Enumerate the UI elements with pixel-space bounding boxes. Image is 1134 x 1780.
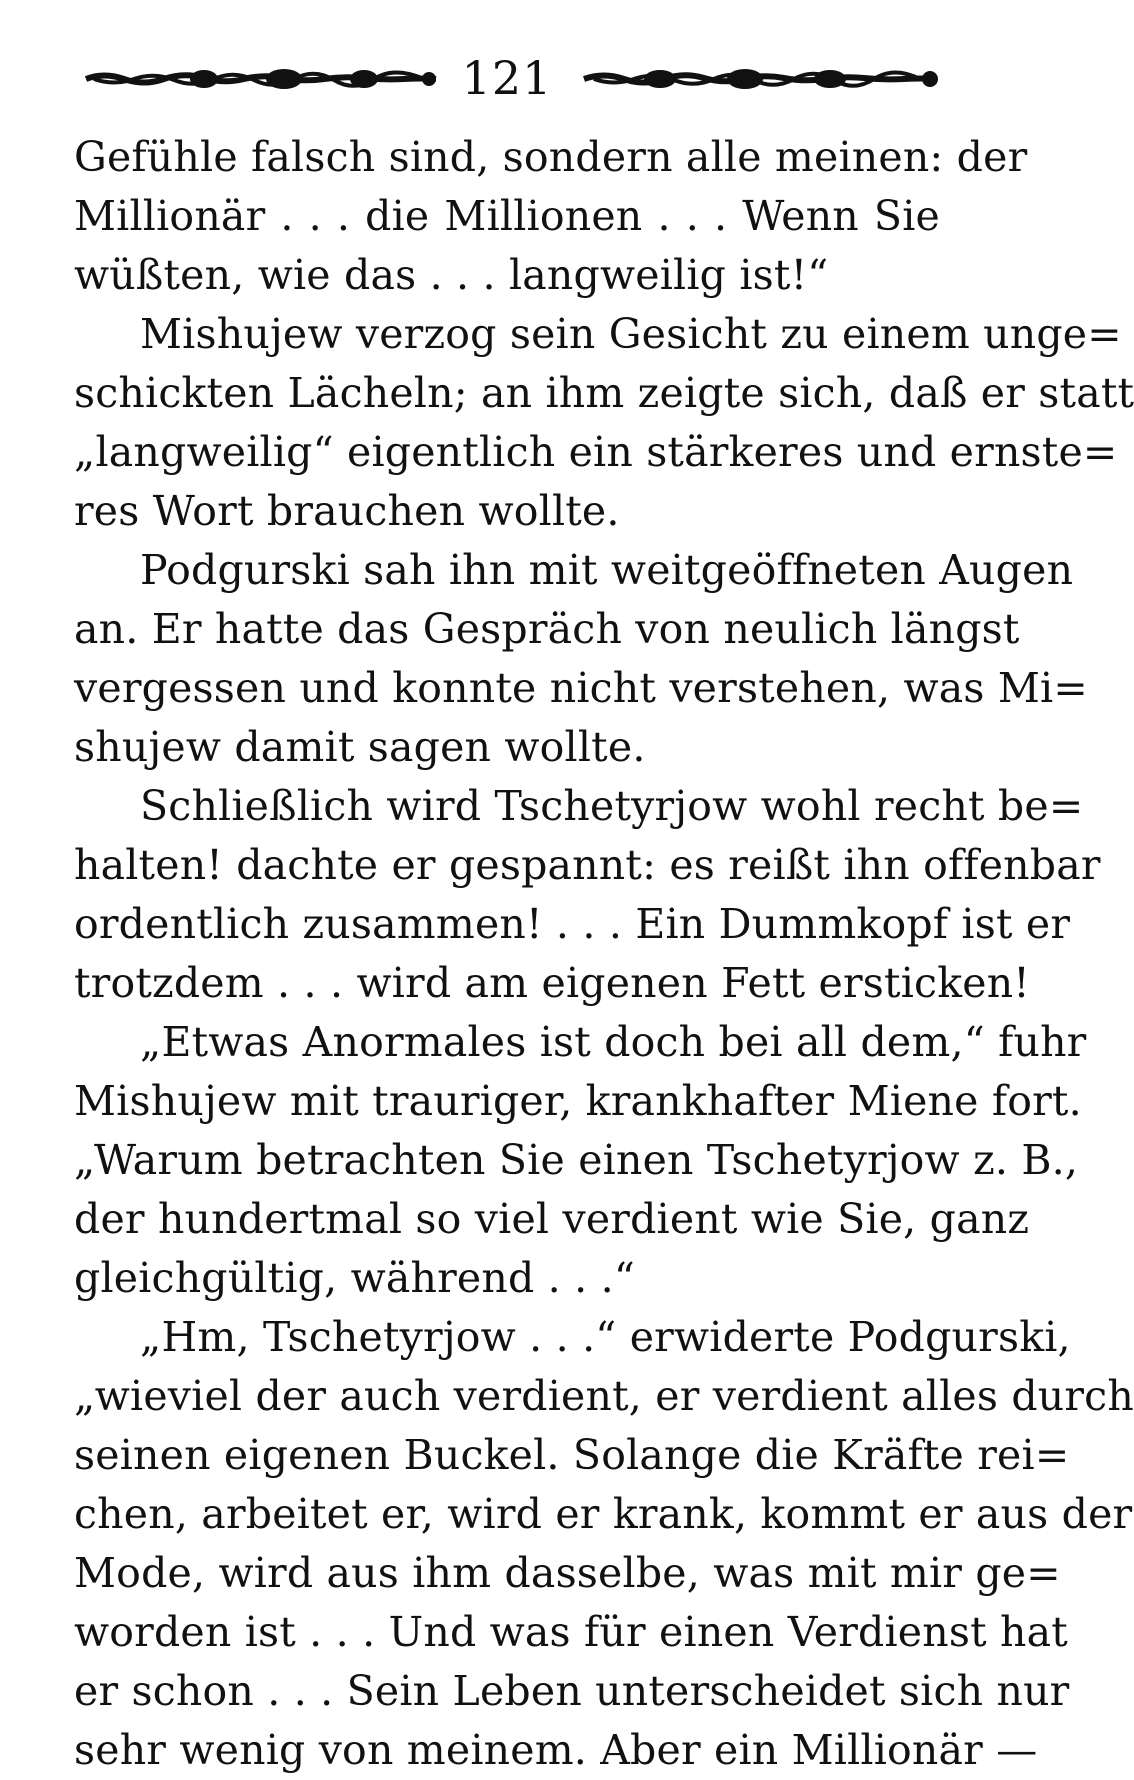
text-line: „Warum betrachten Sie einen Tschetyrjow z. B., — [74, 1136, 1079, 1184]
text-line: sehr wenig von meinem. Aber ein Millionär — — [74, 1726, 1038, 1774]
text-line: trotzdem . . . wird am eigenen Fett ersticken! — [74, 959, 1030, 1007]
text-line: Gefühle falsch sind, sondern alle meinen: der — [74, 133, 1028, 181]
page-number: 121 — [461, 51, 553, 105]
text-line: schickten Lächeln; an ihm zeigte sich, daß er statt — [74, 369, 1134, 417]
text-line: gleichgültig, während . . .“ — [74, 1254, 635, 1302]
text-line: Mishujew mit trauriger, krankhafter Miene fort. — [74, 1077, 1082, 1125]
paragraph — [74, 1013, 1087, 1308]
text-line: wüßten, wie das . . . langweilig ist!“ — [74, 251, 829, 299]
text-line: „Hm, Tschetyrjow . . .“ erwiderte Podgurski, — [140, 1313, 1071, 1361]
text-line: Mode, wird aus ihm dasselbe, was mit mir ge= — [74, 1549, 1061, 1597]
text-line: ordentlich zusammen! . . . Ein Dummkopf ist er — [74, 900, 1071, 948]
paragraph — [74, 541, 1088, 777]
text-line: seinen eigenen Buckel. Solange die Kräfte rei= — [74, 1431, 1070, 1479]
paragraph — [74, 777, 1101, 1013]
text-line: chen, arbeitet er, wird er krank, kommt er aus der — [74, 1490, 1133, 1538]
text-line: Millionär . . . die Millionen . . . Wenn Sie — [74, 192, 940, 240]
paragraph — [74, 1308, 1134, 1780]
text-line: „wieviel der auch verdient, er verdient alles durch — [74, 1372, 1134, 1420]
text-line: vergessen und konnte nicht verstehen, was Mi= — [74, 664, 1088, 712]
text-line: „Etwas Anormales ist doch bei all dem,“ fuhr — [140, 1018, 1087, 1066]
text-line: Podgurski sah ihn mit weitgeöffneten Augen — [140, 546, 1074, 594]
text-line: „langweilig“ eigentlich ein stärkeres und ernste= — [74, 428, 1118, 476]
text-line: Schließlich wird Tschetyrjow wohl recht be= — [140, 782, 1084, 830]
text-line: worden ist . . . Und was für einen Verdienst hat — [74, 1608, 1068, 1656]
paragraph — [74, 128, 1028, 305]
text-line: shujew damit sagen wollte. — [74, 723, 646, 771]
text-line: an. Er hatte das Gespräch von neulich längst — [74, 605, 1020, 653]
text-line: der hundertmal so viel verdient wie Sie, ganz — [74, 1195, 1030, 1243]
decorative-rule-left-icon — [84, 66, 438, 92]
decorative-rule-right-icon — [580, 66, 940, 92]
text-line: res Wort brauchen wollte. — [74, 487, 620, 535]
text-line: er schon . . . Sein Leben unterscheidet sich nur — [74, 1667, 1070, 1715]
text-line: halten! dachte er gespannt: es reißt ihn offenbar — [74, 841, 1101, 889]
body-text — [74, 128, 1134, 1780]
paragraph — [74, 305, 1134, 541]
text-line: Mishujew verzog sein Gesicht zu einem unge= — [140, 310, 1122, 358]
page-header — [0, 48, 1006, 108]
